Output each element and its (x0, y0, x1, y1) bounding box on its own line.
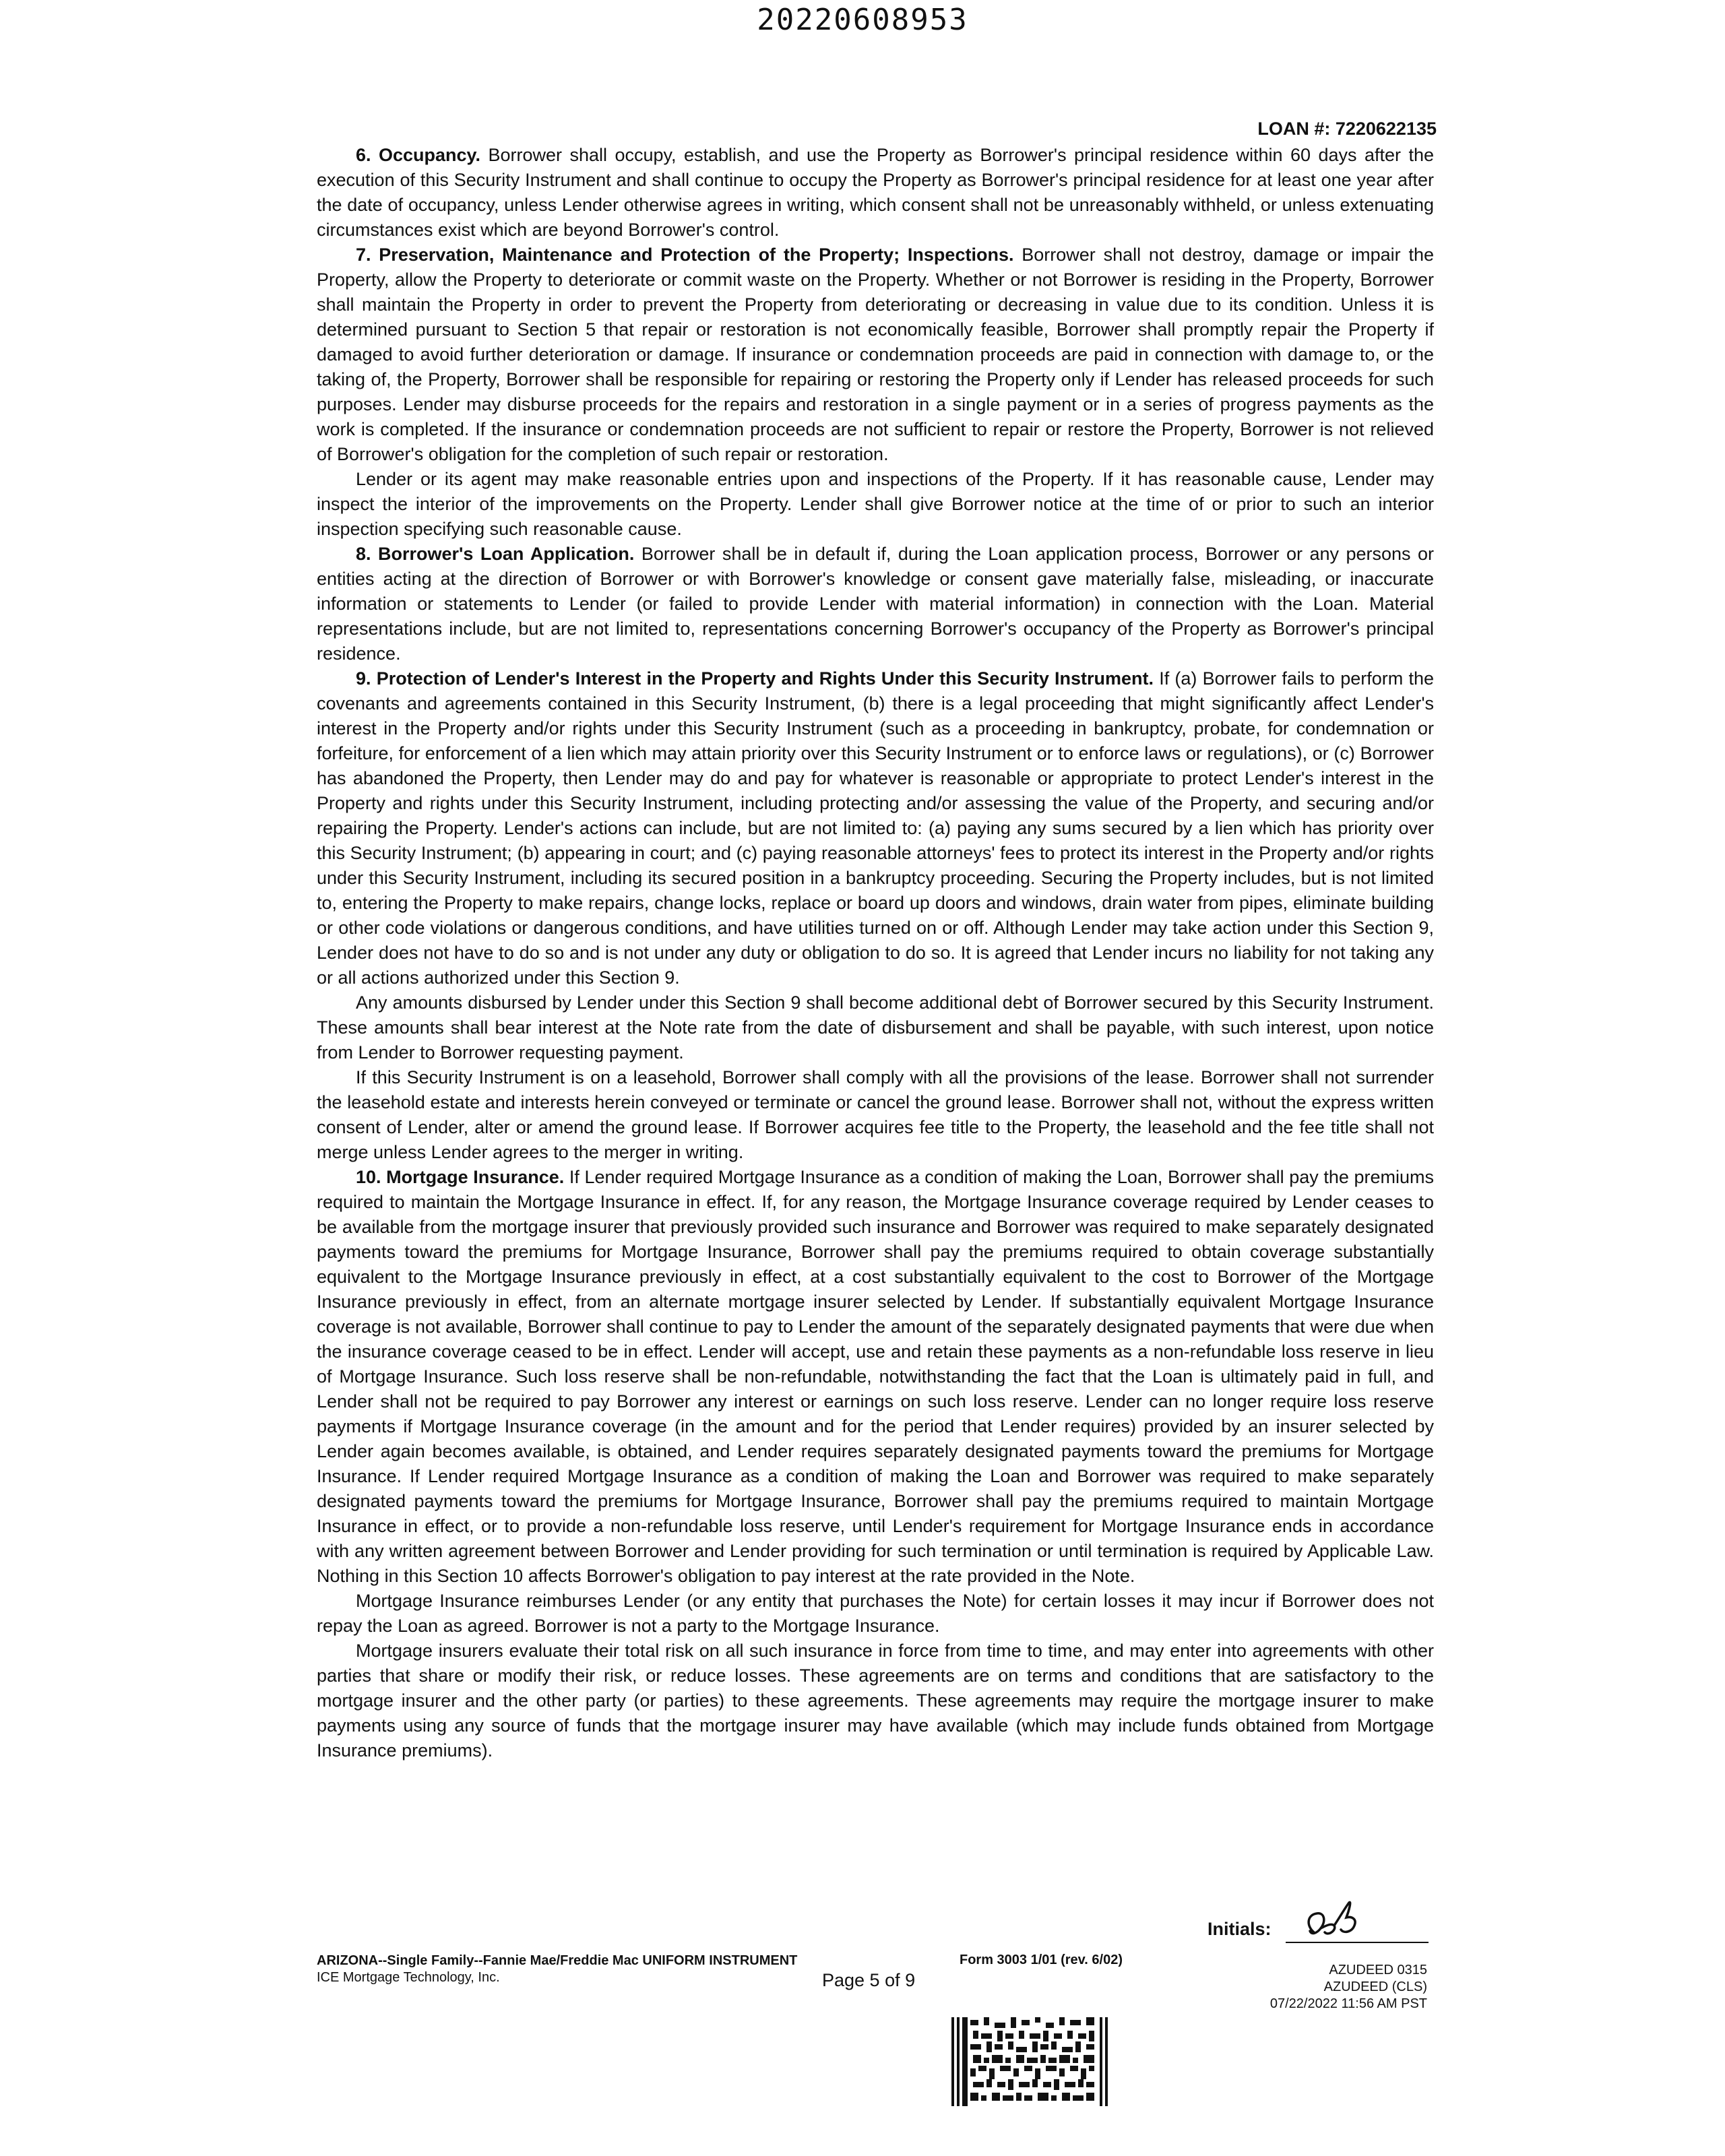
initials-label: Initials: (1208, 1919, 1272, 1939)
section-occupancy (317, 143, 1434, 243)
instrument-title: ARIZONA--Single Family--Fannie Mae/Freddie Mac UNIFORM INSTRUMENT (317, 1953, 798, 1968)
paragraph-text: Lender or its agent may make reasonable entries upon and inspections of the Property. If it has reasonable cause, Lender may inspect the interior of the improvements on the Property. Lender shall give Borrower notice at the time of or prior to such an interior inspection specifying such reasonable cause. (317, 469, 1434, 539)
paragraph-inspections (317, 467, 1434, 542)
page-number: Page 5 of 9 (822, 1970, 916, 1990)
section-protection (317, 666, 1434, 990)
initials-signature (1287, 1899, 1415, 1942)
section-heading: 9. Protection of Lender's Interest in the Property and Rights Under this Security Instrument. (356, 668, 1154, 689)
section-text: Borrower shall be in default if, during the Loan application process, Borrower or any persons or entities acting at the direction of Borrower or with Borrower's knowledge or consent gave materially false, misleading, or inaccurate information or statements to Lender (or failed to provide Lender with material information) in connection with the Loan. Material representations include, but are not limited to, representations concerning Borrower's occupancy of the Property as Borrower's principal residence. (317, 544, 1434, 664)
section-preservation (317, 243, 1434, 467)
loan-number: LOAN #: 7220622135 (1257, 119, 1437, 139)
paragraph-leasehold (317, 1065, 1434, 1165)
footer-left (317, 1953, 797, 1986)
form-number: Form 3003 1/01 (rev. 6/02) (960, 1953, 1123, 1967)
document-code: AZUDEED 0315 (1329, 1963, 1427, 1977)
paragraph-text: Mortgage insurers evaluate their total risk on all such insurance in force from time to time, and may enter into agreements with other parties that share or modify their risk, or reduce losses. These agreements are on terms and conditions that are satisfactory to the mortgage insurer and the other party (or parties) to these agreements. These agreements may require the mortgage insurer to make payments using any source of funds that the mortgage insurer may have available (which may include funds obtained from Mortgage Insurance premiums). (317, 1641, 1434, 1761)
recording-number: 20220608953 (757, 3, 968, 37)
section-heading: 10. Mortgage Insurance. (356, 1167, 565, 1187)
pdf417-barcode (951, 2017, 1108, 2106)
paragraph-insurer-agreements (317, 1639, 1434, 1763)
section-heading: 8. Borrower's Loan Application. (356, 544, 635, 564)
paragraph-text: Mortgage Insurance reimburses Lender (or any entity that purchases the Note) for certain losses it may incur if Borrower does not repay the Loan as agreed. Borrower is not a party to the Mortgage Insurance. (317, 1591, 1434, 1636)
section-text: Borrower shall occupy, establish, and use the Property as Borrower's principal residence within 60 days after the execution of this Security Instrument and shall continue to occupy the Property as Borrower's principal residence for at least one year after the date of occupancy, unless Lender otherwise agrees in writing, which consent shall not be unreasonably withheld, or unless extenuating circumstances exist which are beyond Borrower's control. (317, 145, 1434, 240)
section-text: If (a) Borrower fails to perform the covenants and agreements contained in this Security Instrument, (b) there is a legal proceeding that might significantly affect Lender's interest in the Property and/or rights under this Security Instrument (such as a proceeding in bankruptcy, probate, for condemnation or forfeiture, for enforcement of a lien which may attain priority over this Security Instrument or to enforce laws or regulations), or (c) Borrower has abandoned the Property, then Lender may do and pay for whatever is reasonable or appropriate to protect Lender's interest in the Property and rights under this Security Instrument, including protecting and/or assessing the value of the Property, and securing and/or repairing the Property. Lender's actions can include, but are not limited to: (a) paying any sums secured by a lien which has priority over this Security Instrument; (b) appearing in court; and (c) paying reasonable attorneys' fees to protect its interest in the Property and/or rights under this Security Instrument, including its secured position in a bankruptcy proceeding. Securing the Property includes, but is not limited to, entering the Property to make repairs, change locks, replace or board up doors and windows, drain water from pipes, eliminate building or other code violations or dangerous conditions, and have utilities turned on or off. Although Lender may take action under this Section 9, Lender does not have to do so and is not under any duty or obligation to do so. It is agreed that Lender incurs no liability for not taking any or all actions authorized under this Section 9. (317, 668, 1434, 988)
document-code-cls: AZUDEED (CLS) (1323, 1979, 1427, 1994)
company-name: ICE Mortgage Technology, Inc. (317, 1970, 500, 1985)
document-body (317, 143, 1434, 1763)
section-text: If Lender required Mortgage Insurance as a condition of making the Loan, Borrower shall pay the premiums required to maintain the Mortgage Insurance in effect. If, for any reason, the Mortgage Insurance coverage required by Lender ceases to be available from the mortgage insurer that previously provided such insurance and Borrower was required to make separately designated payments toward the premiums for Mortgage Insurance, Borrower shall pay the premiums required to obtain coverage substantially equivalent to the Mortgage Insurance previously in effect, at a cost substantially equivalent to the cost to Borrower of the Mortgage Insurance previously in effect, from an alternate mortgage insurer selected by Lender. If substantially equivalent Mortgage Insurance coverage is not available, Borrower shall continue to pay to Lender the amount of the separately designated payments that were due when the insurance coverage ceased to be in effect. Lender will accept, use and retain these payments as a non-refundable loss reserve in lieu of Mortgage Insurance. Such loss reserve shall be non-refundable, notwithstanding the fact that the Loan is ultimately paid in full, and Lender shall not be required to pay Borrower any interest or earnings on such loss reserve. Lender can no longer require loss reserve payments if Mortgage Insurance coverage (in the amount and for the period that Lender requires) provided by an insurer selected by Lender again becomes available, is obtained, and Lender requires separately designated payments toward the premiums for Mortgage Insurance. If Lender required Mortgage Insurance as a condition of making the Loan and Borrower was required to make separately designated payments toward the premiums for Mortgage Insurance, Borrower shall pay the premiums required to maintain Mortgage Insurance in effect, or to provide a non-refundable loss reserve, until Lender's requirement for Mortgage Insurance ends in accordance with any written agreement between Borrower and Lender providing for such termination or until termination is required by Applicable Law. Nothing in this Section 10 affects Borrower's obligation to pay interest at the rate provided in the Note. (317, 1167, 1435, 1586)
print-timestamp: 07/22/2022 11:56 AM PST (1269, 1996, 1427, 2011)
initials-line (1286, 1942, 1429, 1943)
paragraph-text: Any amounts disbursed by Lender under this Section 9 shall become additional debt of Borrower secured by this Security Instrument. These amounts shall bear interest at the Note rate from the date of disbursement and shall be payable, with such interest, upon notice from Lender to Borrower requesting payment. (317, 992, 1434, 1063)
section-text: Borrower shall not destroy, damage or impair the Property, allow the Property to deteriorate or commit waste on the Property. Whether or not Borrower is residing in the Property, Borrower shall maintain the Property in order to prevent the Property from deteriorating or decreasing in value due to its condition. Unless it is determined pursuant to Section 5 that repair or restoration is not economically feasible, Borrower shall promptly repair the Property if damaged to avoid further deterioration or damage. If insurance or condemnation proceeds are paid in connection with damage to, or the taking of, the Property, Borrower shall be responsible for repairing or restoring the Property only if Lender has released proceeds for such purposes. Lender may disburse proceeds for the repairs and restoration in a single payment or in a series of progress payments as the work is completed. If the insurance or condemnation proceeds are not sufficient to repair or restore the Property, Borrower is not relieved of Borrower's obligation for the completion of such repair or restoration. (317, 245, 1434, 464)
section-heading: 7. Preservation, Maintenance and Protection of the Property; Inspections. (356, 245, 1014, 265)
paragraph-reimbursement (317, 1589, 1434, 1639)
section-mortgage-insurance (317, 1165, 1434, 1589)
footer-right (1270, 1962, 1427, 2012)
section-loan-application (317, 542, 1434, 666)
paragraph-text: If this Security Instrument is on a leasehold, Borrower shall comply with all the provisions of the lease. Borrower shall not surrender the leasehold estate and interests herein conveyed or terminate or cancel the ground lease. Borrower shall not, without the express written consent of Lender, alter or amend the ground lease. If Borrower acquires fee title to the Property, the leasehold and the fee title shall not merge unless Lender agrees to the merger in writing. (317, 1067, 1434, 1162)
section-heading: 6. Occupancy. (356, 145, 481, 165)
paragraph-disbursed-amounts (317, 990, 1434, 1065)
